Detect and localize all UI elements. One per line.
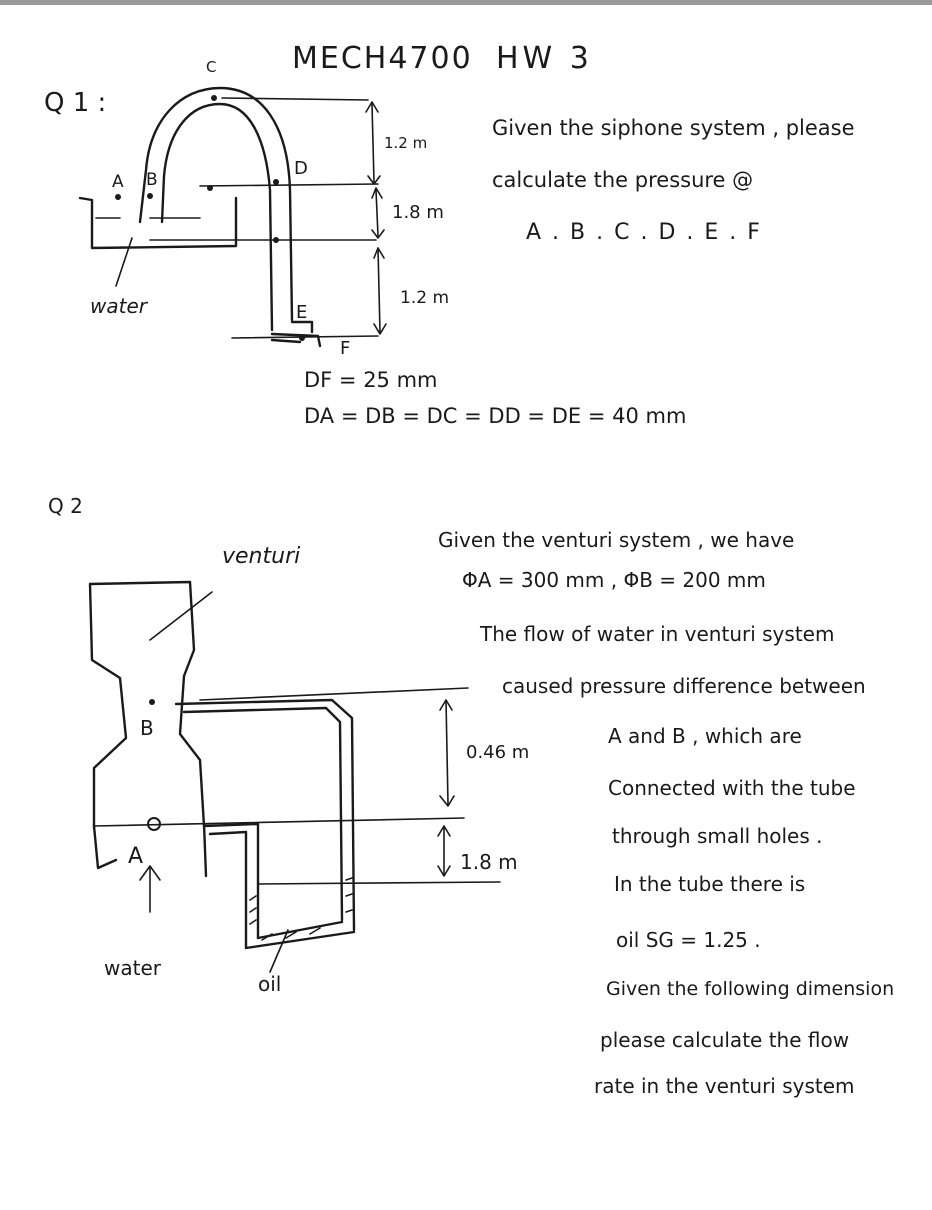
- q2-text-line-10: Given the following dimension: [606, 978, 895, 1000]
- q1-text-line-1: Given the siphone system , please: [492, 116, 855, 140]
- q2-text-line-7: through small holes .: [612, 824, 823, 848]
- q2-label-a: A: [128, 844, 144, 869]
- q1-point-d2: [207, 185, 213, 191]
- q1-point-a: [115, 194, 121, 200]
- q2-water-label: water: [104, 956, 161, 980]
- q2-text-line-3: The flow of water in venturi system: [480, 622, 835, 646]
- q1-text-line-2: calculate the pressure @: [492, 168, 754, 192]
- q2-tube-u: [246, 922, 354, 948]
- q2-label-b: B: [140, 716, 154, 740]
- q2-text-line-5: A and B , which are: [608, 724, 802, 748]
- q1-label-b: B: [146, 170, 158, 190]
- q1-label: Q 1 :: [44, 88, 107, 118]
- q1-label-e: E: [296, 302, 308, 323]
- q1-dim-bottom: 1.2 m: [400, 288, 449, 308]
- q1-text-line-3: A . B . C . D . E . F: [526, 220, 762, 245]
- homework-label: HW 3: [496, 41, 593, 76]
- q1-line-top: [222, 98, 368, 100]
- q1-siphon-inner-wall: [162, 104, 272, 330]
- q2-oil-label: oil: [258, 972, 282, 996]
- q1-dim-arrow-2: [376, 190, 378, 236]
- q1-dim-arrow-1: [372, 104, 374, 182]
- course-code: MECH4700: [292, 41, 473, 76]
- q2-venturi-outline: [90, 582, 204, 828]
- q1-arrowheads: [366, 102, 386, 334]
- q2-text-line-2: ΦA = 300 mm , ΦB = 200 mm: [462, 568, 766, 592]
- q1-outlet: [272, 322, 320, 346]
- q2-text-line-4: caused pressure difference between: [502, 674, 866, 698]
- q2-venturi-pointer: [150, 592, 212, 640]
- q1-line-mid1: [200, 184, 378, 186]
- q1-line-bottom: [232, 336, 378, 338]
- q1-dim-top: 1.2 m: [384, 134, 428, 152]
- q2-venturi-diagram: [90, 582, 500, 972]
- q1-point-c: [211, 95, 217, 101]
- q2-point-b-dot: [149, 699, 155, 705]
- q1-dim-arrow-3: [378, 248, 380, 332]
- q2-text-line-6: Connected with the tube: [608, 776, 856, 800]
- q1-diameter-others: DA = DB = DC = DD = DE = 40 mm: [304, 404, 687, 428]
- q2-line-oil: [258, 882, 500, 884]
- q1-point-e: [299, 335, 305, 341]
- q1-label-c: C: [206, 58, 217, 76]
- q1-label-d: D: [294, 158, 308, 179]
- q2-text-line-12: rate in the venturi system: [594, 1074, 855, 1098]
- q2-dim-upper-label: 0.46 m: [466, 742, 530, 763]
- q2-text-line-11: please calculate the flow: [600, 1028, 850, 1052]
- q2-venturi-label: venturi: [222, 544, 301, 569]
- q1-label-f: F: [340, 338, 351, 359]
- q1-water-pointer: [116, 238, 132, 286]
- q2-text-line-1: Given the venturi system , we have: [438, 528, 795, 552]
- q1-point-b: [147, 193, 153, 199]
- q2-line-b: [200, 688, 468, 700]
- q2-text-line-8: In the tube there is: [614, 872, 806, 896]
- q2-tube-lower: [204, 824, 258, 948]
- q2-dim-upper: [446, 700, 448, 804]
- q1-point-d: [273, 179, 279, 185]
- q2-text-line-9: oil SG = 1.25 .: [616, 928, 761, 952]
- q1-label-a: A: [112, 172, 124, 192]
- q1-dim-mid: 1.8 m: [392, 202, 444, 223]
- q1-point-mid: [273, 237, 279, 243]
- q2-dim-lower-label: 1.8 m: [460, 850, 518, 874]
- q1-diameter-f: DF = 25 mm: [304, 368, 438, 392]
- q1-water-label: water: [90, 294, 147, 318]
- q2-label: Q 2: [48, 494, 83, 518]
